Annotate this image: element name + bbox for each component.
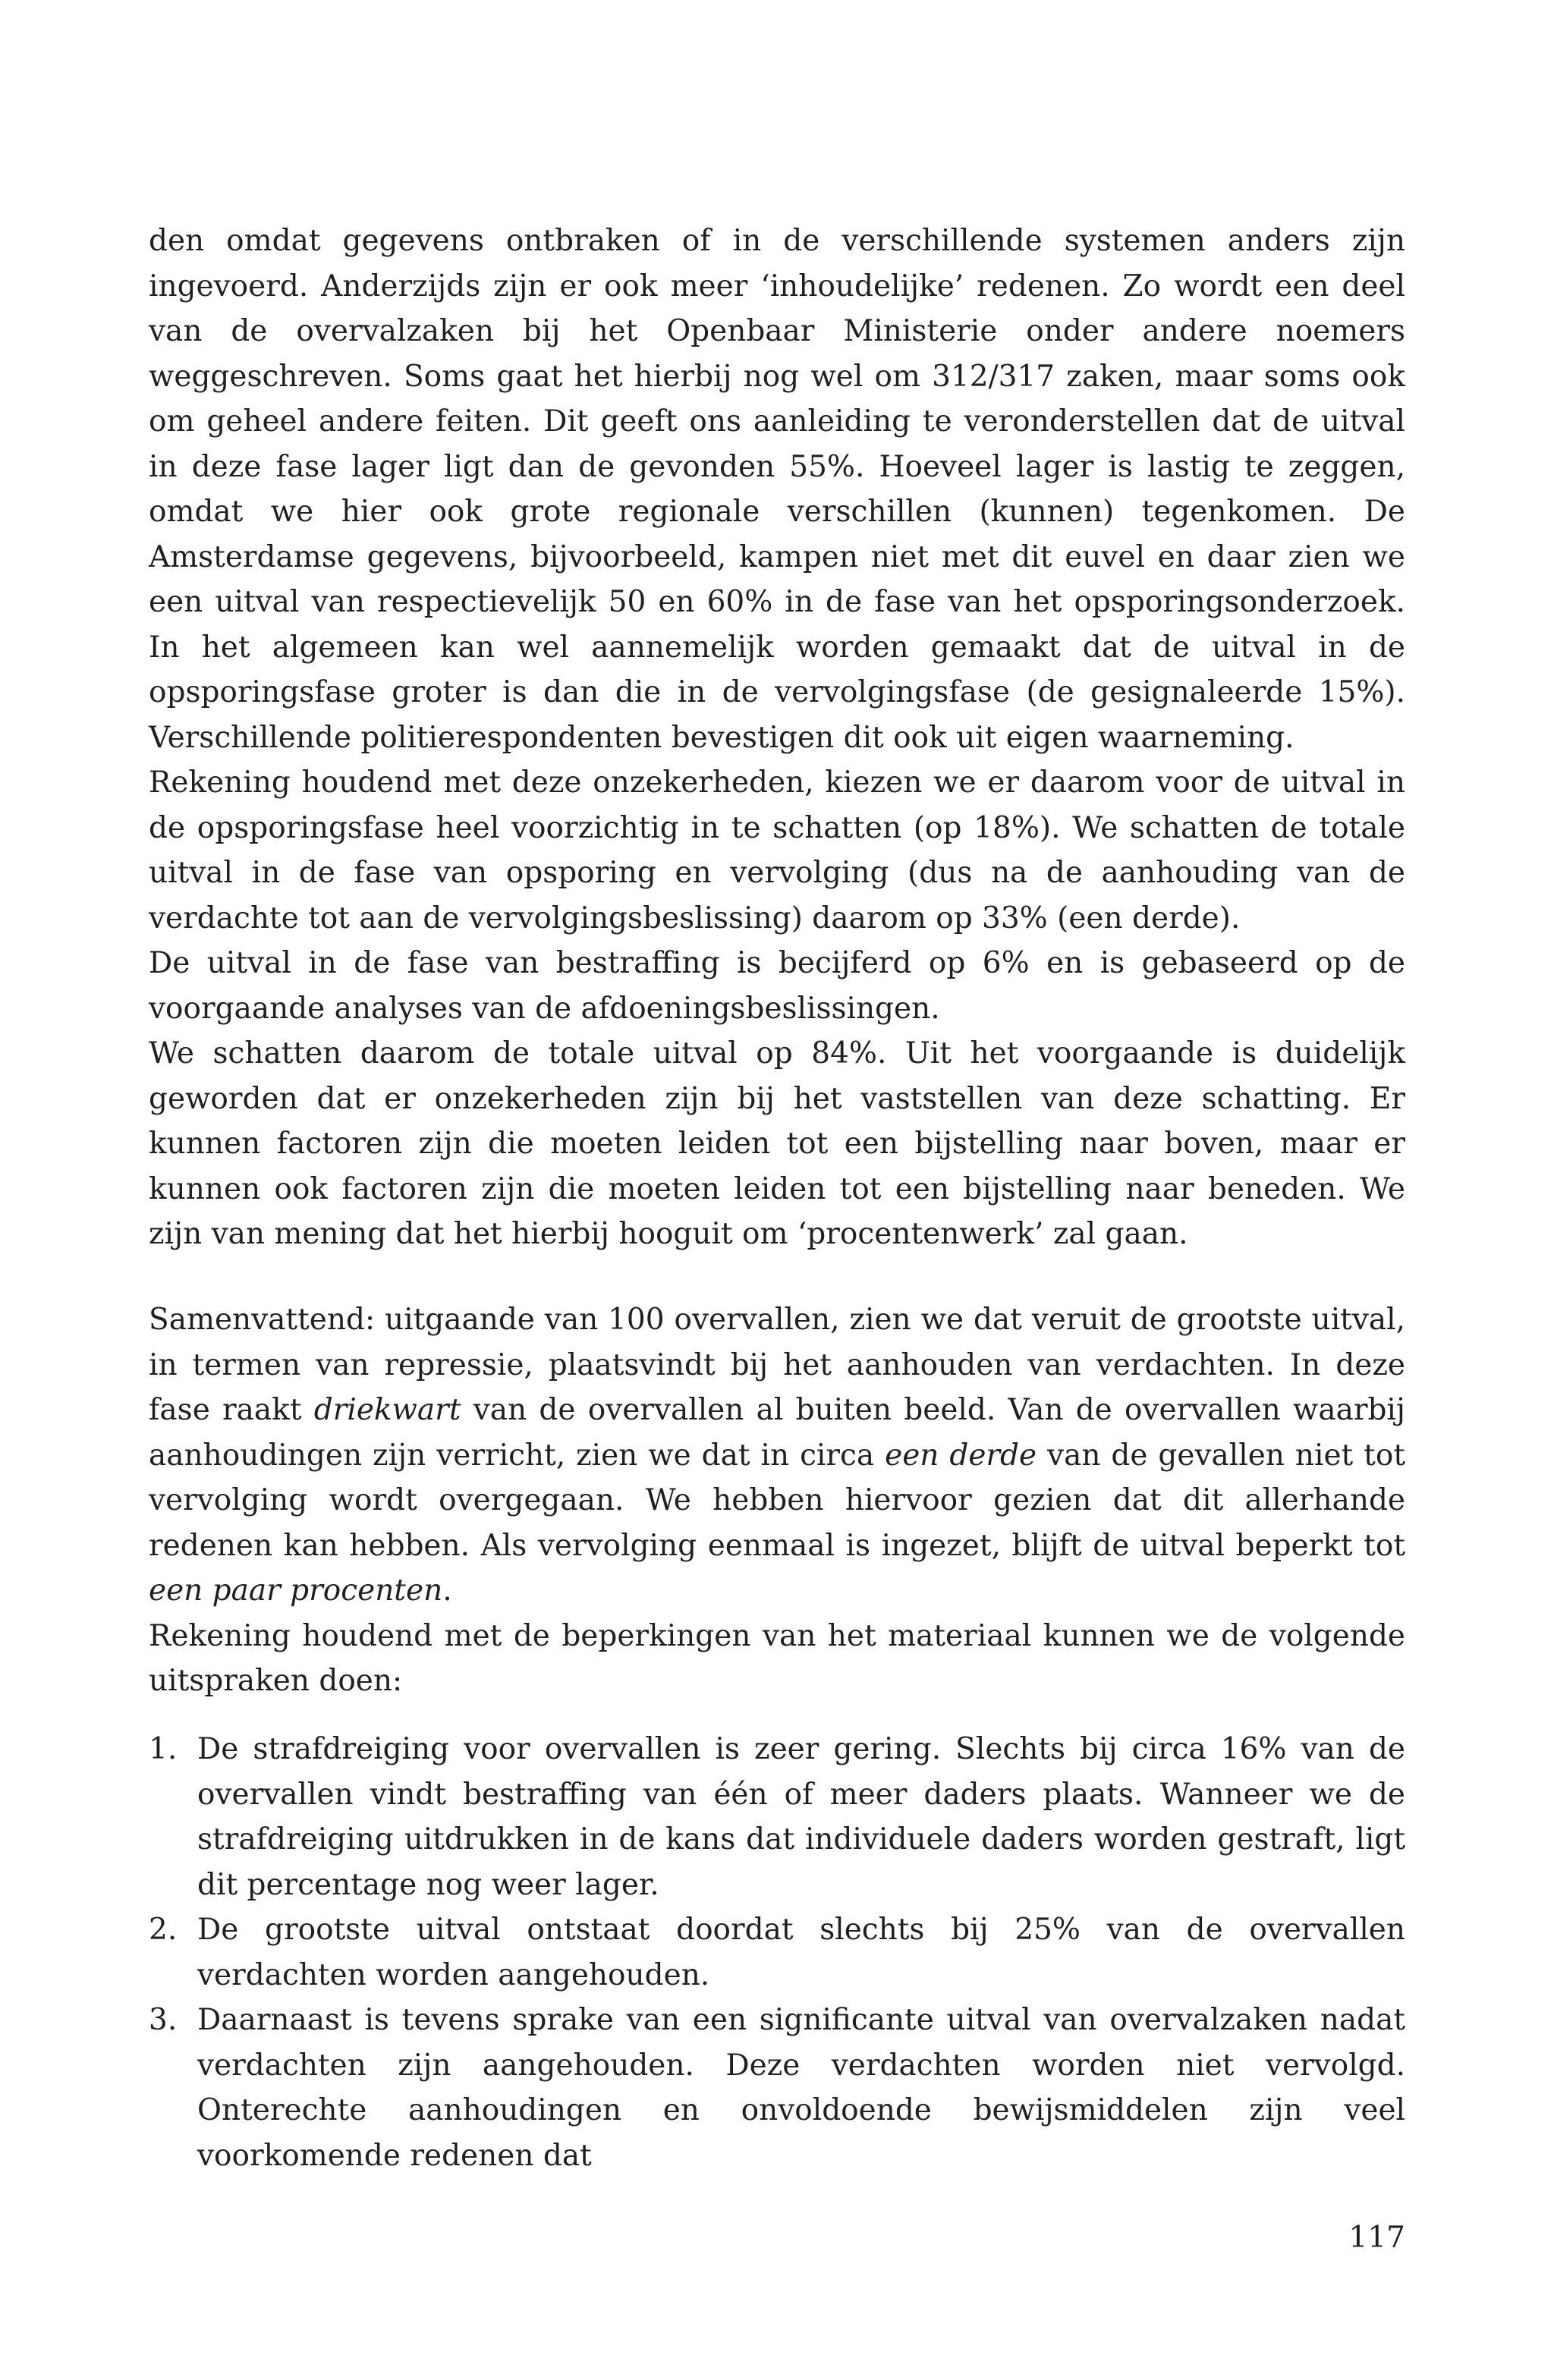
summary-text-d: . [442,1574,452,1608]
summary-emphasis-een-derde: een derde [885,1438,1037,1473]
paragraph-2: Rekening houdend met deze onzekerheden, kiezen we er daarom voor de uitval in de opsporingsfase heel voorzichtig in te schatten (op 18%). We schatten de totale uitval in de fase van opsporing en vervolging (dus na de aanhouding van de verdachte tot aan de vervolgingsbeslissing) daarom op 33% (een derde). [149,766,1405,935]
list-item [149,1907,1405,1998]
list-item [149,1727,1405,1907]
text-section-2 [149,1297,1405,1704]
summary-emphasis-een-paar-procenten: een paar procenten [149,1574,443,1608]
list-number: 3. [149,2003,178,2037]
summary-text-c: van de gevallen niet tot vervolging wordt overgegaan. We hebben hiervoor gezien dat dit allerhande redenen kan hebben. Als vervolging eenmaal is ingezet, blijft de uitval beperkt tot [149,1438,1405,1563]
list-number: 2. [149,1913,178,1947]
paragraph-3: De uitval in de fase van bestraffing is becijferd op 6% en is gebaseerd op de voorgaande analyses van de afdoeningsbeslissingen. [149,946,1405,1026]
paragraph-4: We schatten daarom de totale uitval op 84%. Uit het voorgaande is duidelijk geworden dat er onzekerheden zijn bij het vaststellen van deze schatting. Er kunnen factoren zijn die moeten leiden tot een bijstelling naar boven, maar er kunnen ook factoren zijn die moeten leiden tot een bijstelling naar beneden. We zijn van mening dat het hierbij hooguit om ‘procentenwerk’ zal gaan. [149,1036,1405,1251]
paragraph-1: den omdat gegevens ontbraken of in de verschillende systemen anders zijn ingevoerd. Anderzijds zijn er ook meer ‘inhoudelijke’ redenen. Zo wordt een deel van de overvalzaken bij het Openbaar Ministerie onder andere noemers weggeschreven. Soms gaat het hierbij nog wel om 312/317 zaken, maar soms ook om geheel andere feiten. Dit geeft ons aanleiding te veronderstellen dat de uitval in deze fase lager ligt dan de gevonden 55%. Hoeveel lager is lastig te zeggen, omdat we hier ook grote regionale verschillen (kunnen) tegenkomen. De Amsterdamse gegevens, bijvoorbeeld, kampen niet met dit euvel en daar zien we een uitval van respectievelijk 50 en 60% in de fase van het opsporingsonderzoek. In het algemeen kan wel aannemelijk worden gemaakt dat de uitval in de opsporingsfase groter is dan die in de vervolgingsfase (de gesignaleerde 15%). Verschillende politierespondenten bevestigen dit ook uit eigen waarneming. [149,224,1405,755]
page-number: 117 [1348,2221,1405,2255]
numbered-list [149,1727,1405,2178]
document-page [149,0,1405,2380]
list-text: De grootste uitval ontstaat doordat slechts bij 25% van de overvallen verdachten worden aangehouden. [197,1913,1405,1992]
list-number: 1. [149,1732,178,1766]
summary-text-a: Samenvattend: uitgaande van 100 overvallen, zien we dat veruit de grootste uitval, in termen van repressie, plaatsvindt bij het aanhouden van verdachten. In deze fase raakt [149,1303,1405,1427]
summary-paragraph [149,1297,1405,1614]
summary-text-b: van de overvallen al buiten beeld. Van de overvallen waarbij aanhoudingen zijn verricht, zien we dat in circa [149,1393,1405,1473]
list-item [149,1998,1405,2178]
text-section-1 [149,219,1405,1257]
list-text: De strafdreiging voor overvallen is zeer gering. Slechts bij circa 16% van de overvallen vindt bestraffing van één of meer daders plaats. Wanneer we de strafdreiging uitdrukken in de kans dat individuele daders worden gestraft, ligt dit percentage nog weer lager. [197,1732,1405,1902]
intro-statements-paragraph: Rekening houdend met de beperkingen van het materiaal kunnen we de volgende uitspraken doen: [149,1618,1405,1698]
list-text: Daarnaast is tevens sprake van een significante uitval van overvalzaken nadat verdachten zijn aangehouden. Deze verdachten worden niet vervolgd. Onterechte aanhoudingen en onvoldoende bewijsmiddelen zijn veel voorkomende redenen dat [197,2003,1405,2173]
summary-emphasis-driekwart: driekwart [313,1393,461,1427]
